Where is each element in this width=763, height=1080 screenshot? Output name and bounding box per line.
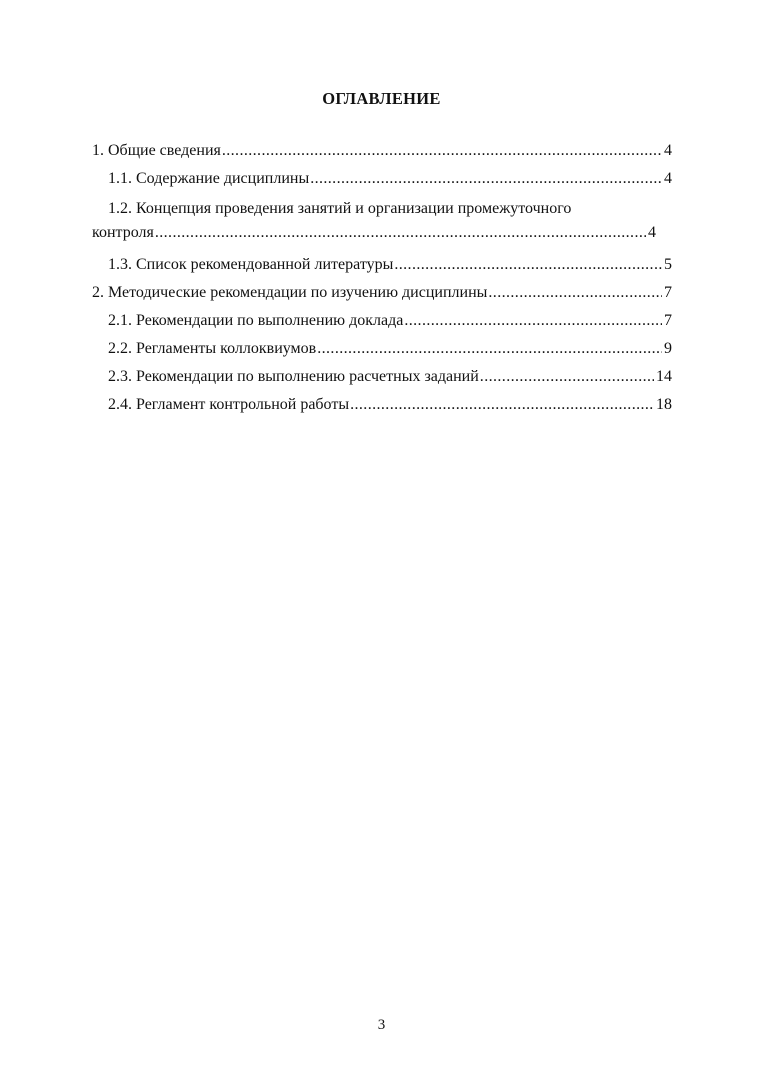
toc-entry-label: 2.2. Регламенты коллоквиумов: [108, 340, 317, 357]
toc-entry-page: 14: [656, 368, 672, 385]
dot-leader: [488, 282, 662, 304]
table-of-contents: [92, 140, 672, 416]
dot-leader: [480, 366, 654, 388]
toc-entry-page: 4: [664, 142, 672, 159]
toc-entry-2-3[interactable]: [92, 366, 672, 388]
toc-entry-page: 9: [664, 340, 672, 357]
toc-entry-1-2[interactable]: [92, 198, 672, 244]
toc-entry-label: 2. Методические рекомендации по изучению дисциплины: [92, 284, 488, 301]
dot-leader: [155, 222, 646, 244]
toc-entry-label: 1.1. Содержание дисциплины: [108, 170, 310, 187]
page-title: ОГЛАВЛЕНИЕ: [322, 89, 441, 108]
toc-entry-page: 18: [656, 396, 672, 413]
toc-entry-label-line2: контроля: [92, 224, 154, 241]
dot-leader: [222, 140, 662, 162]
toc-entry-page: 4: [648, 224, 656, 241]
toc-entry-page: 7: [664, 312, 672, 329]
toc-entry-page: 5: [664, 256, 672, 273]
toc-entry-label: 2.4. Регламент контрольной работы: [108, 396, 350, 413]
toc-entry-1-3[interactable]: [92, 254, 672, 276]
toc-entry-2-4[interactable]: [92, 394, 672, 416]
toc-entry-label: 2.3. Рекомендации по выполнению расчетных заданий: [108, 368, 479, 385]
footer-page-number: 3: [377, 1017, 386, 1033]
toc-entry-label: 1. Общие сведения: [92, 142, 221, 159]
dot-leader: [317, 338, 662, 360]
toc-entry-2-2[interactable]: [92, 338, 672, 360]
dot-leader: [404, 310, 662, 332]
toc-entry-1-1[interactable]: [92, 168, 672, 190]
toc-entry-2-1[interactable]: [92, 310, 672, 332]
dot-leader: [350, 394, 654, 416]
toc-entry-2[interactable]: [92, 282, 672, 304]
toc-entry-page: 7: [664, 284, 672, 301]
toc-entry-1[interactable]: [92, 140, 672, 162]
toc-entry-page: 4: [664, 170, 672, 187]
toc-entry-label: 1.3. Список рекомендованной литературы: [108, 256, 394, 273]
toc-entry-label: 2.1. Рекомендации по выполнению доклада: [108, 312, 404, 329]
toc-entry-label-line1: 1.2. Концепция проведения занятий и организации промежуточного: [108, 200, 572, 217]
dot-leader: [394, 254, 662, 276]
dot-leader: [310, 168, 662, 190]
